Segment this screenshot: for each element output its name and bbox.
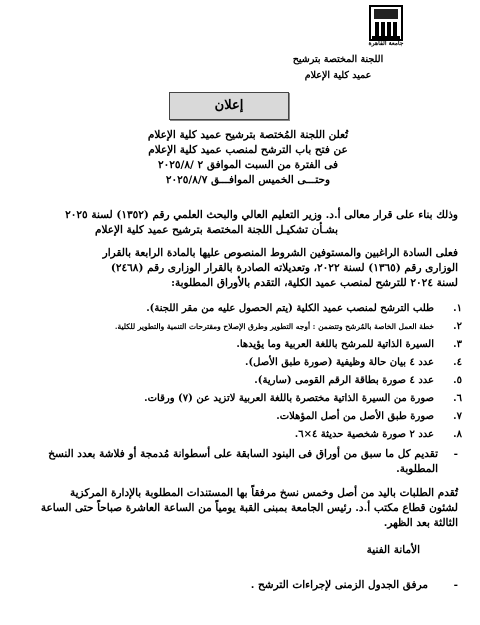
committee-line-1: اللجنة المختصة بترشيح [292, 54, 384, 65]
committee-line-2: عميد كلية الإعلام [304, 70, 372, 81]
item-number: ٣. [453, 339, 462, 350]
paragraph-line: الوزارى رقم (١٣٦٥) لسنة ٢٠٢٢، وتعديلاته الصادرة بالقرار الوزارى رقم (٢٤٦٨) [110, 262, 458, 274]
bullet-icon: - [453, 448, 458, 460]
bullet-icon: - [453, 579, 458, 591]
paragraph-line: تُقدم الطلبات باليد من أصل وخمس نسخ مرفقاً بها المستندات المطلوبة بالإدارة المركزية [69, 487, 458, 499]
list-item [12, 302, 462, 316]
decree-paragraph [18, 208, 458, 238]
item-number: ١. [453, 303, 462, 314]
item-number: ٥. [453, 375, 462, 386]
item-number: ٨. [453, 429, 462, 440]
intro-line: وحتـــى الخميس الموافـــق ٢٠٢٥/٨/٧ [165, 174, 331, 186]
item-text: صورة من السيرة الذاتية مختصرة باللغة العربية لاتزيد عن (٧) ورقات. [144, 393, 434, 404]
paragraph-line: لشئون قطاع مكتب أ.د. رئيس الجامعة بمبنى القبة يومياً من الساعة العاشرة صباحاً حتى الساعة [40, 502, 458, 514]
list-item [12, 338, 462, 352]
delivery-paragraph [18, 486, 458, 531]
item-text: صورة طبق الأصل من أصل المؤهلات. [276, 411, 434, 422]
note-line: المطلوبة. [396, 463, 438, 475]
announcement-title: إعلان [169, 92, 289, 120]
logo-caption: جامعة القاهرة [368, 40, 404, 47]
intro-block [68, 128, 428, 188]
item-text: عدد ٤ بيان حالة وظيفية (صورة طبق الأصل). [244, 357, 434, 368]
paragraph-line: لسنة ٢٠٢٤ للترشح لمنصب عميد الكلية، التقدم بالأوراق المطلوبة: [171, 277, 458, 289]
requirements-list [12, 302, 462, 446]
paragraph-line: الثالثة بعد الظهر. [383, 517, 458, 529]
list-item [12, 410, 462, 424]
paragraph-line: وذلك بناء على قرار معالى أ.د. وزير التعليم العالي والبحث العلمي رقم (١٣٥٢) لسنة ٢٠٢٥ [65, 209, 458, 221]
item-text: عدد ٤ صورة بطاقة الرقم القومى (سارية). [254, 375, 434, 386]
intro-line: تُعلن اللجنة المُختصة بترشيح عميد كلية الإعلام [147, 129, 349, 141]
attachment-note [18, 578, 458, 593]
intro-line: عن فتح باب الترشح لمنصب عميد كلية الإعلام [148, 144, 348, 156]
item-number: ٦. [453, 393, 462, 404]
item-number: ٧. [453, 411, 462, 422]
note-line: تقديم كل ما سبق من أوراق فى البنود السابقة على أسطوانة مُدمجة أو فلاشة بعدد النسخ [48, 448, 438, 460]
submission-note [18, 447, 458, 477]
list-item [12, 356, 462, 370]
attachment-text: مرفق الجدول الزمنى لإجراءات الترشح . [250, 579, 428, 591]
conditions-paragraph [18, 246, 458, 291]
list-item [12, 320, 462, 334]
committee-name [258, 52, 418, 84]
item-text: السيرة الذاتية للمرشح باللغة العربية وما يؤيدها. [236, 339, 434, 350]
item-text: عدد ٢ صورة شخصية حديثة ٤×٦. [294, 429, 434, 440]
item-text: خطة العمل الخاصة بالمُرشح وتتضمن : أوجه التطوير وطرق الإصلاح ومقترحات التنمية والتطوير للكلية. [114, 322, 434, 331]
list-item [12, 428, 462, 442]
university-logo [366, 4, 406, 54]
item-number: ٤. [453, 357, 462, 368]
list-item [12, 392, 462, 406]
item-number: ٢. [453, 321, 462, 332]
paragraph-line: فعلى السادة الراغبين والمستوفين الشروط المنصوص عليها بالمادة الرابعة بالقرار [102, 247, 458, 259]
paragraph-line: بشـأن تشكيـل اللجنة المختصة بترشيح عميد كلية الإعلام [94, 224, 338, 236]
list-item [12, 374, 462, 388]
intro-line: فى الفترة من السبت الموافق ٢ /٢٠٢٥/٨ [157, 159, 338, 171]
signature: الأمانة الفنية [366, 544, 420, 556]
item-text: طلب الترشح لمنصب عميد الكلية (يتم الحصول عليه من مقر اللجنة). [146, 303, 434, 314]
